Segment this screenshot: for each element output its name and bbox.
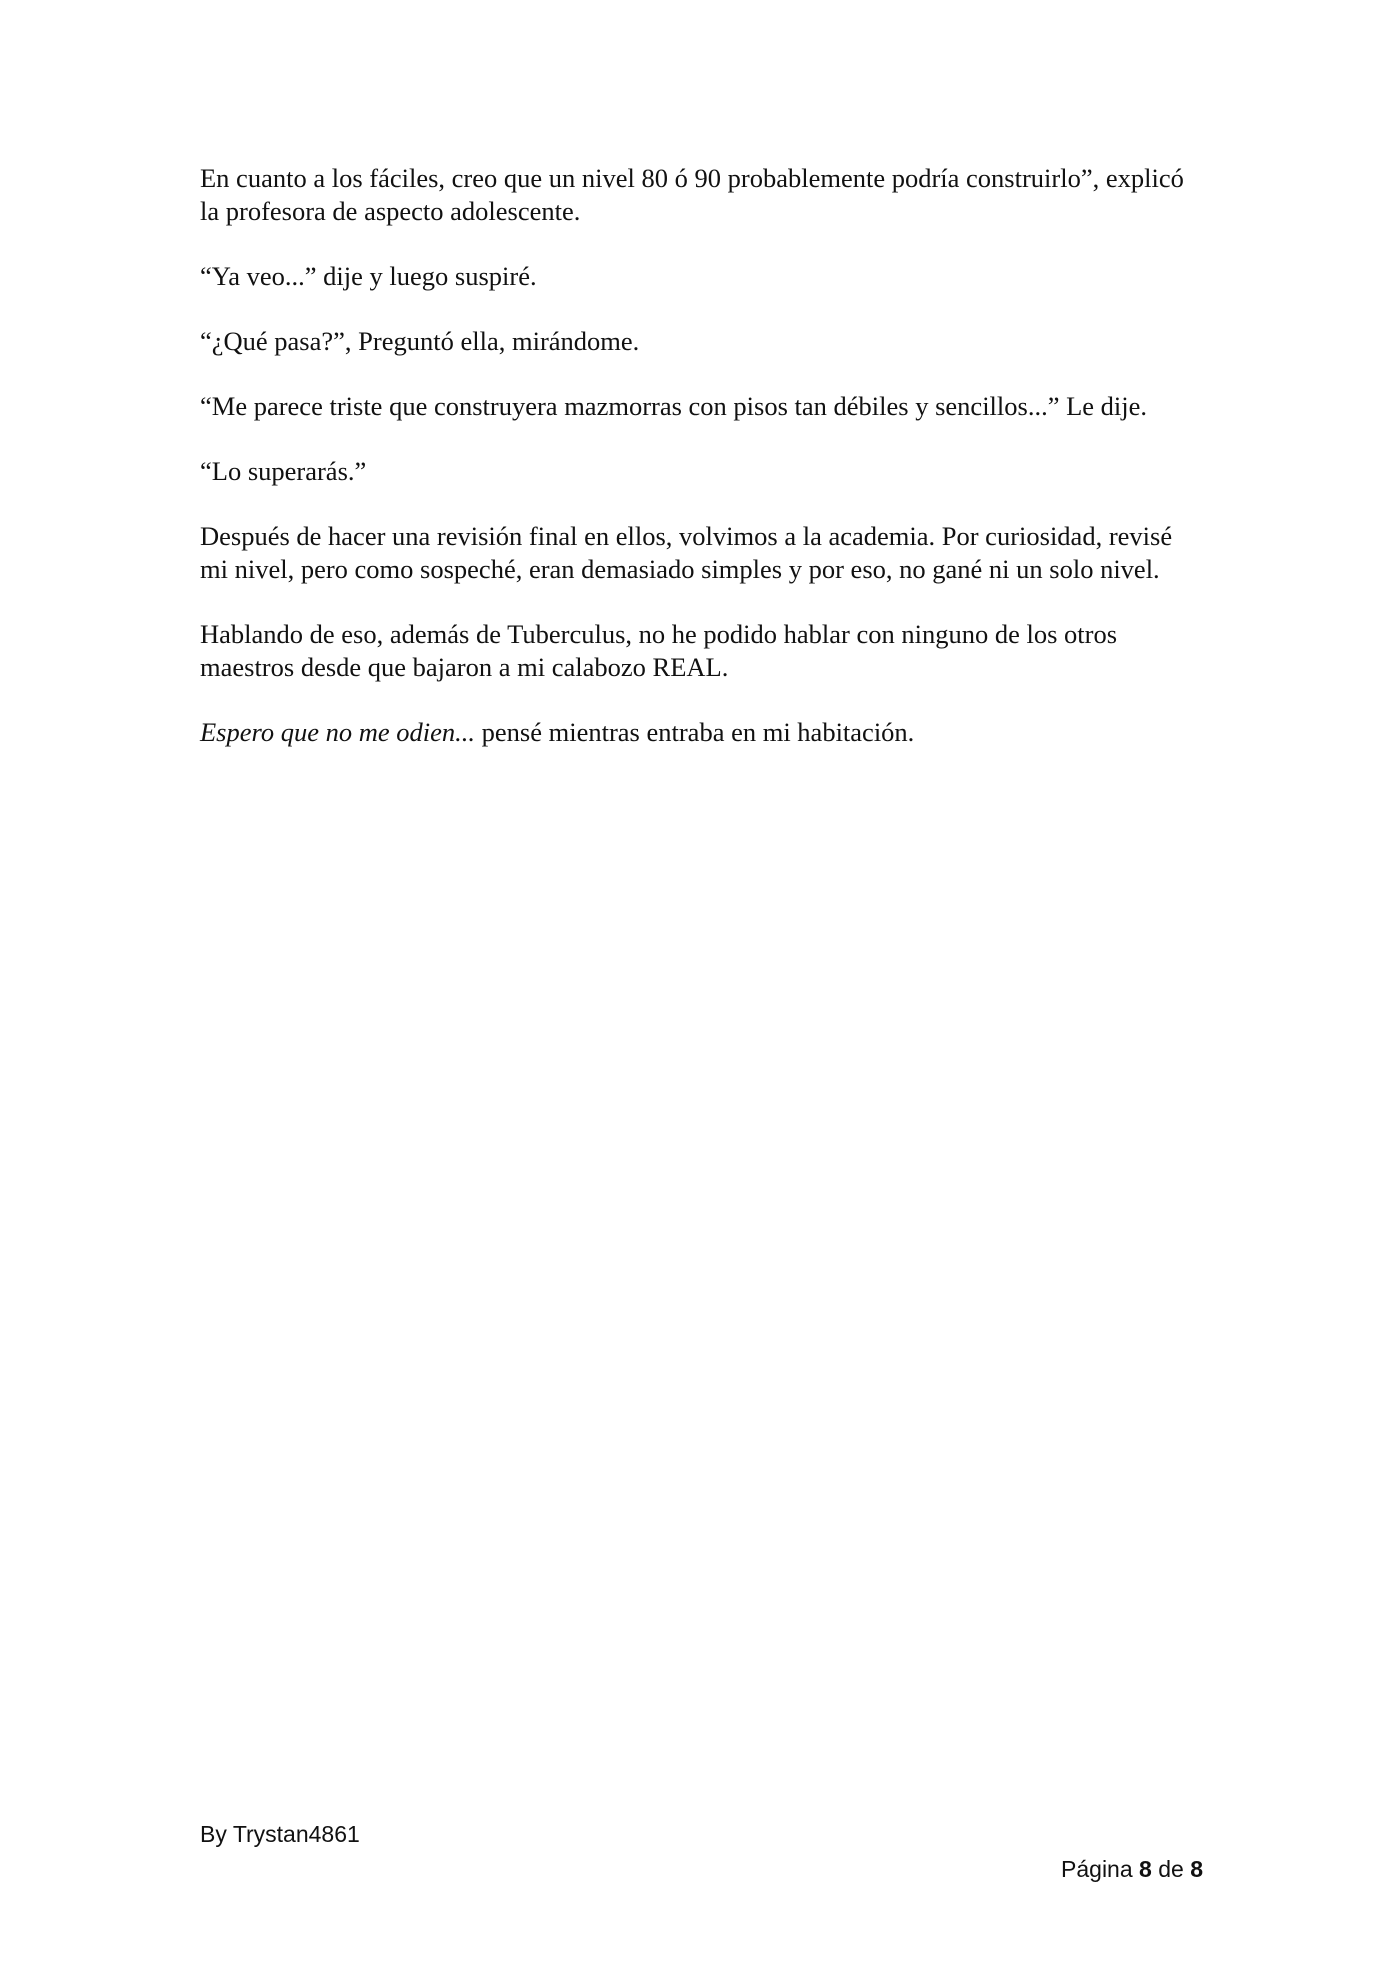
page-current: 8	[1139, 1856, 1152, 1882]
paragraph-8-rest: pensé mientras entraba en mi habitación.	[475, 717, 915, 747]
paragraph-3: “¿Qué pasa?”, Preguntó ella, mirándome.	[200, 326, 640, 356]
page-number	[1061, 1856, 1203, 1883]
page-middle: de	[1151, 1856, 1191, 1882]
paragraph-2: “Ya veo...” dije y luego suspiré.	[200, 261, 537, 291]
paragraph-6: Después de hacer una revisión final en ellos, volvimos a la academia. Por curiosidad, revisé mi nivel, pero como sospeché, eran demasiado simples y por eso, no gané ni un solo nivel.	[200, 521, 1173, 584]
paragraph-5: “Lo superarás.”	[200, 456, 367, 486]
paragraph-4: “Me parece triste que construyera mazmorras con pisos tan débiles y sencillos...” Le dije.	[200, 391, 1148, 421]
paragraph-7: Hablando de eso, además de Tuberculus, no he podido hablar con ninguno de los otros maestros desde que bajaron a mi calabozo REAL.	[200, 619, 1118, 682]
footer-author: By Trystan4861	[200, 1821, 360, 1847]
paragraph-8	[200, 716, 1203, 749]
paragraph-1: En cuanto a los fáciles, creo que un nivel 80 ó 90 probablemente podría construirlo”, explicó la profesora de aspecto adolescente.	[200, 163, 1184, 226]
page-prefix: Página	[1061, 1856, 1140, 1882]
page-total: 8	[1190, 1856, 1203, 1882]
italic-thought: Espero que no me odien...	[200, 717, 476, 747]
document-body	[200, 162, 1203, 781]
